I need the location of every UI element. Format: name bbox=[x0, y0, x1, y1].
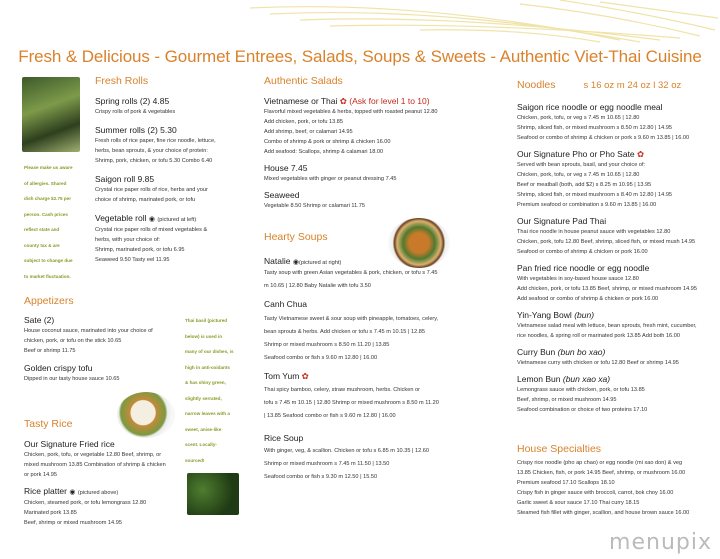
item-desc: Lemongrass sauce with chicken, pork, or tofu 13.85 bbox=[517, 387, 645, 393]
menu-item bbox=[264, 256, 504, 268]
salads-section bbox=[264, 75, 504, 211]
section-heading: Authentic Salads bbox=[264, 75, 343, 87]
item-desc: Thai spicy bamboo, celery, straw mushroom, herbs. Chicken or bbox=[264, 387, 420, 393]
section-heading: Appetizers bbox=[24, 295, 74, 307]
item-desc: Flavorful mixed vegetables & herbs, topped with roasted peanut 12.80 bbox=[264, 109, 438, 115]
item-desc: m 10.65 | 12.80 Baby Natalie with tofu 3.50 bbox=[264, 283, 371, 289]
menu-item: Sate (2) bbox=[24, 315, 55, 325]
item-desc: chicken, pork, or tofu on the stick 10.65 bbox=[24, 338, 122, 344]
item-desc: herbs, with your choice of: bbox=[95, 237, 160, 243]
menu-item: Seaweed bbox=[264, 190, 300, 200]
note-line: many of our dishes, is bbox=[185, 349, 234, 354]
item-desc: Chicken, pork, tofu, or vegetable 12.80 Beef, shrimp, or bbox=[24, 452, 162, 458]
item-desc: Vietnamese salad meal with lettuce, bean sprouts, fresh mint, cucumber, bbox=[517, 323, 697, 329]
item-desc: With ginger, veg, & scallion. Chicken or tofu s 6.85 m 10.35 | 12.60 bbox=[264, 448, 430, 454]
item-name: Natalie bbox=[264, 256, 291, 266]
item-desc: Crystal rice paper rolls of mixed vegetables & bbox=[95, 227, 208, 233]
item-desc: Add chicken, pork, or tofu 13.85 Beef, shrimp, or mixed mushroom 14.95 bbox=[517, 286, 698, 292]
item-desc: Premium seafood 17.10 Scallops 18.10 bbox=[517, 480, 615, 486]
item-desc: Add seafood: Scallops, shrimp & calamari 18.00 bbox=[264, 149, 384, 155]
menu-item bbox=[264, 371, 504, 382]
specialties-section bbox=[517, 443, 717, 518]
menu-item: Summer rolls (2) 5.30 bbox=[95, 125, 177, 135]
note-line: slightly serrated, bbox=[185, 395, 222, 401]
item-name: Our Signature Pho or Pho Sate bbox=[517, 149, 635, 159]
item-desc: Crystal rice paper rolls of rice, herbs and your bbox=[95, 187, 208, 193]
section-heading: Tasty Rice bbox=[24, 418, 73, 430]
menu-item: Golden crispy tofu bbox=[24, 363, 93, 373]
section-heading: House Specialties bbox=[517, 443, 602, 455]
note-line: sourced! bbox=[185, 457, 205, 463]
menu-item: Our Signature Pad Thai bbox=[517, 216, 607, 226]
note-line: sweet, anise-like bbox=[185, 426, 222, 432]
item-desc: Vietnamese curry with chicken or tofu 12.80 Beef or shrimp 14.95 bbox=[517, 360, 679, 366]
item-desc: Shrimp, sliced fish, or mixed mushroom s 8.50 m 12.80 | 14.95 bbox=[517, 125, 673, 131]
item-desc: Crispy fish in ginger sauce with broccoli, carrot, bok choy 16.00 bbox=[517, 490, 674, 496]
item-desc: Combo of shrimp & pork or shrimp & chicken 16.00 bbox=[264, 139, 391, 145]
item-tag: (pictured above) bbox=[77, 490, 119, 496]
item-desc: Seafood combo or fish s 9.30 m 12.50 | 15.50 bbox=[264, 474, 378, 480]
item-alt-name: (bun) bbox=[574, 310, 595, 320]
item-name: Vegetable roll bbox=[95, 213, 147, 223]
item-desc: 13.85 Chicken, fish, or pork 14.95 Beef, shrimp, or mushroom 16.00 bbox=[517, 470, 686, 476]
note-line: scent. Locally- bbox=[185, 442, 217, 447]
item-desc: bean sprouts & herbs. Add chicken or tofu s 7.45 m 10.15 | 12.85 bbox=[264, 329, 425, 335]
menu-item bbox=[24, 486, 194, 498]
note-line: below) is used in bbox=[185, 333, 223, 339]
item-desc: Beef, shrimp or mixed mushroom 14.95 bbox=[24, 520, 122, 526]
item-desc: Shrimp, sliced fish, or mixed mushroom s 8.40 m 12.80 | 14.95 bbox=[517, 192, 673, 198]
item-desc: Premium seafood or combination s 9.60 m 13.85 | 16.00 bbox=[517, 202, 657, 208]
item-name: Lemon Bun bbox=[517, 374, 561, 384]
item-tag: (pictured at right) bbox=[298, 260, 342, 266]
item-desc: With vegetables in soy-based house sauce 12.80 bbox=[517, 276, 639, 282]
fresh-rolls-section bbox=[95, 75, 245, 265]
item-desc: Shrimp, pork, chicken, or tofu 5.30 Combo 6.40 bbox=[95, 158, 213, 164]
thai-basil-photo bbox=[187, 473, 239, 515]
chili-icon: ✿ bbox=[339, 96, 347, 106]
item-name: Tom Yum bbox=[264, 371, 300, 381]
item-desc: Served with bean sprouts, basil, and your choice of: bbox=[517, 162, 646, 168]
menu-item bbox=[264, 96, 504, 107]
item-desc: Steamed fish fillet with ginger, scallion, and house brown sauce 16.00 bbox=[517, 510, 690, 516]
menu-item: Saigon roll 9.85 bbox=[95, 174, 155, 184]
spice-level: (Ask for level 1 to 10) bbox=[349, 96, 430, 106]
appetizers-section bbox=[24, 295, 184, 384]
item-desc: Mixed vegetables with ginger or peanut dressing 7.45 bbox=[264, 176, 397, 182]
camera-icon: ◉ bbox=[292, 259, 299, 266]
item-desc: Vegetable 8.50 Shrimp or calamari 11.75 bbox=[264, 203, 365, 209]
chili-icon: ✿ bbox=[637, 149, 645, 159]
item-desc: Shrimp or mixed mushroom s 8.50 m 11.20 | 13.85 bbox=[264, 342, 390, 348]
menu-item: Canh Chua bbox=[264, 299, 308, 309]
noodles-header bbox=[517, 75, 717, 93]
watermark: menupix bbox=[609, 530, 712, 555]
item-tag: (pictured at left) bbox=[157, 217, 197, 223]
item-desc: Crispy rolls of pork & vegetables bbox=[95, 109, 176, 115]
item-desc: Dipped in our tasty house sauce 10.65 bbox=[24, 376, 120, 382]
menu-title: Fresh & Delicious - Gourmet Entrees, Salads, Soups & Sweets - Authentic Viet-Thai Cuisine bbox=[18, 47, 702, 66]
note-line: person. Cash prices bbox=[24, 211, 68, 217]
item-desc: Add seafood or combo of shrimp & chicken or pork 16.00 bbox=[517, 296, 659, 302]
item-alt-name: (bun bo xao) bbox=[557, 347, 606, 357]
item-desc: Seafood combo or fish s 9.60 m 12.80 | 16.00 bbox=[264, 355, 378, 361]
item-desc: Crispy rice noodle (pho ap chao) or egg noodle (mi xao don) & veg bbox=[517, 460, 683, 466]
note-line: dish charge $2.75 per bbox=[24, 196, 71, 201]
note-line: & has shiny green, bbox=[185, 380, 226, 385]
item-name: Vietnamese or Thai bbox=[264, 96, 338, 106]
menu-item: Rice Soup bbox=[264, 433, 304, 443]
menu-item: Our Signature Fried rice bbox=[24, 439, 115, 449]
section-heading: Fresh Rolls bbox=[95, 75, 149, 87]
menu-item bbox=[95, 213, 245, 225]
item-desc: herbs, bean sprouts, & your choice of protein: bbox=[95, 148, 208, 154]
item-desc: Shrimp, marinated pork, or tofu 6.95 bbox=[95, 247, 185, 253]
noodles-section bbox=[517, 75, 717, 415]
item-desc: Add chicken, pork, or tofu 13.85 bbox=[264, 119, 343, 125]
menu-item bbox=[517, 374, 717, 385]
item-name: Rice platter bbox=[24, 486, 67, 496]
item-desc: Beef, shrimp, or mixed mushroom 14.95 bbox=[517, 397, 617, 403]
item-alt-name: (bun xao xa) bbox=[562, 374, 611, 384]
item-desc: Add shrimp, beef, or calamari 14.95 bbox=[264, 129, 353, 135]
basil-note bbox=[185, 313, 250, 468]
menu-item bbox=[517, 149, 717, 160]
item-desc: Marinated pork 13.85 bbox=[24, 510, 77, 516]
section-heading: Noodles bbox=[517, 79, 556, 91]
menu-item: House 7.45 bbox=[264, 163, 308, 173]
note-line: to market fluctuation. bbox=[24, 273, 71, 279]
item-desc: Seafood or combo of shrimp & chicken or pork s 9.60 m 13.85 | 16.00 bbox=[517, 135, 690, 141]
menu-item bbox=[517, 347, 717, 358]
item-desc: Thai rice noodle in house peanut sauce with vegetables 12.80 bbox=[517, 229, 671, 235]
item-desc: Tasty Vietnamese sweet & sour soup with pineapple, tomatoes, celery, bbox=[264, 316, 439, 322]
item-desc: rice noodles, & spring roll or marinated pork 13.85 Add both 16.00 bbox=[517, 333, 680, 339]
item-name: Curry Bun bbox=[517, 347, 556, 357]
menu-item bbox=[517, 310, 717, 321]
item-desc: Garlic sweet & sour sauce 17.10 Thai curry 18.15 bbox=[517, 500, 640, 506]
note-line: subject to change due bbox=[24, 258, 73, 263]
camera-icon: ◉ bbox=[69, 489, 76, 496]
item-desc: Tasty soup with green Asian vegetables & pork, chicken, or tofu s 7.45 bbox=[264, 270, 438, 276]
item-desc: choice of shrimp, marinated pork, or tofu bbox=[95, 197, 196, 203]
item-desc: Seafood combination or choice of two proteins 17.10 bbox=[517, 407, 648, 413]
note-line: narrow leaves with a bbox=[185, 411, 230, 416]
size-legend: s 16 oz m 24 oz l 32 oz bbox=[583, 80, 682, 91]
item-desc: Chicken, pork, tofu, or veg s 7.45 m 10.65 | 12.80 bbox=[517, 115, 640, 121]
note-left bbox=[24, 160, 82, 284]
menu-item: Saigon rice noodle or egg noodle meal bbox=[517, 102, 663, 112]
item-desc: Seafood or combo of shrimp & chicken or pork 16.00 bbox=[517, 249, 648, 255]
item-desc: | 13.85 Seafood combo or fish s 9.60 m 12.80 | 16.00 bbox=[264, 413, 396, 419]
menu-item: Pan fried rice noodle or egg noodle bbox=[517, 263, 650, 273]
note-line: high in anti-oxidants bbox=[185, 364, 230, 370]
note-line: county tax & are bbox=[24, 242, 60, 248]
item-name: Yin-Yang Bowl bbox=[517, 310, 572, 320]
item-desc: Chicken, pork, tofu 12.80 Beef, shrimp, sliced fish, or mixed mush 14.95 bbox=[517, 239, 696, 245]
item-desc: House coconut sauce, marinated into your choice of bbox=[24, 328, 153, 334]
note-line: reflect state and bbox=[24, 227, 60, 232]
item-desc: Beef or meatball (both, add $2) s 8.25 m 10.95 | 13.95 bbox=[517, 182, 652, 188]
item-desc: Beef or shrimp 11.75 bbox=[24, 348, 76, 354]
tasty-rice-section bbox=[24, 418, 194, 528]
item-desc: tofu s 7.45 m 10.15 | 12.80 Shrimp or mixed mushroom s 8.50 m 11.20 bbox=[264, 400, 439, 406]
menu-item: Spring rolls (2) 4.85 bbox=[95, 96, 170, 106]
note-line: Thai basil (pictured bbox=[185, 318, 228, 323]
soups-section bbox=[264, 231, 504, 482]
item-desc: Shrimp or mixed mushroom s 7.45 m 11.50 | 13.50 bbox=[264, 461, 390, 467]
item-desc: Fresh rolls of rice paper, fine rice noodle, lettuce, bbox=[95, 138, 216, 144]
section-heading: Hearty Soups bbox=[264, 231, 328, 243]
item-desc: Seaweed 9.50 Tasty eel 11.95 bbox=[95, 257, 170, 263]
item-desc: mixed mushroom 13.85 Combination of shrimp & chicken bbox=[24, 462, 166, 468]
note-line: of allergies. Shared bbox=[24, 180, 67, 186]
item-desc: or pork 14.95 bbox=[24, 472, 57, 478]
chili-icon: ✿ bbox=[301, 371, 309, 381]
fresh-rolls-photo bbox=[22, 77, 80, 152]
note-line: Please make us aware bbox=[24, 165, 73, 170]
item-desc: Chicken, steamed pork, or tofu lemongrass 12.80 bbox=[24, 500, 147, 506]
camera-icon: ◉ bbox=[148, 216, 155, 223]
item-desc: Chicken, pork, tofu, or veg s 7.45 m 10.65 | 12.80 bbox=[517, 172, 640, 178]
